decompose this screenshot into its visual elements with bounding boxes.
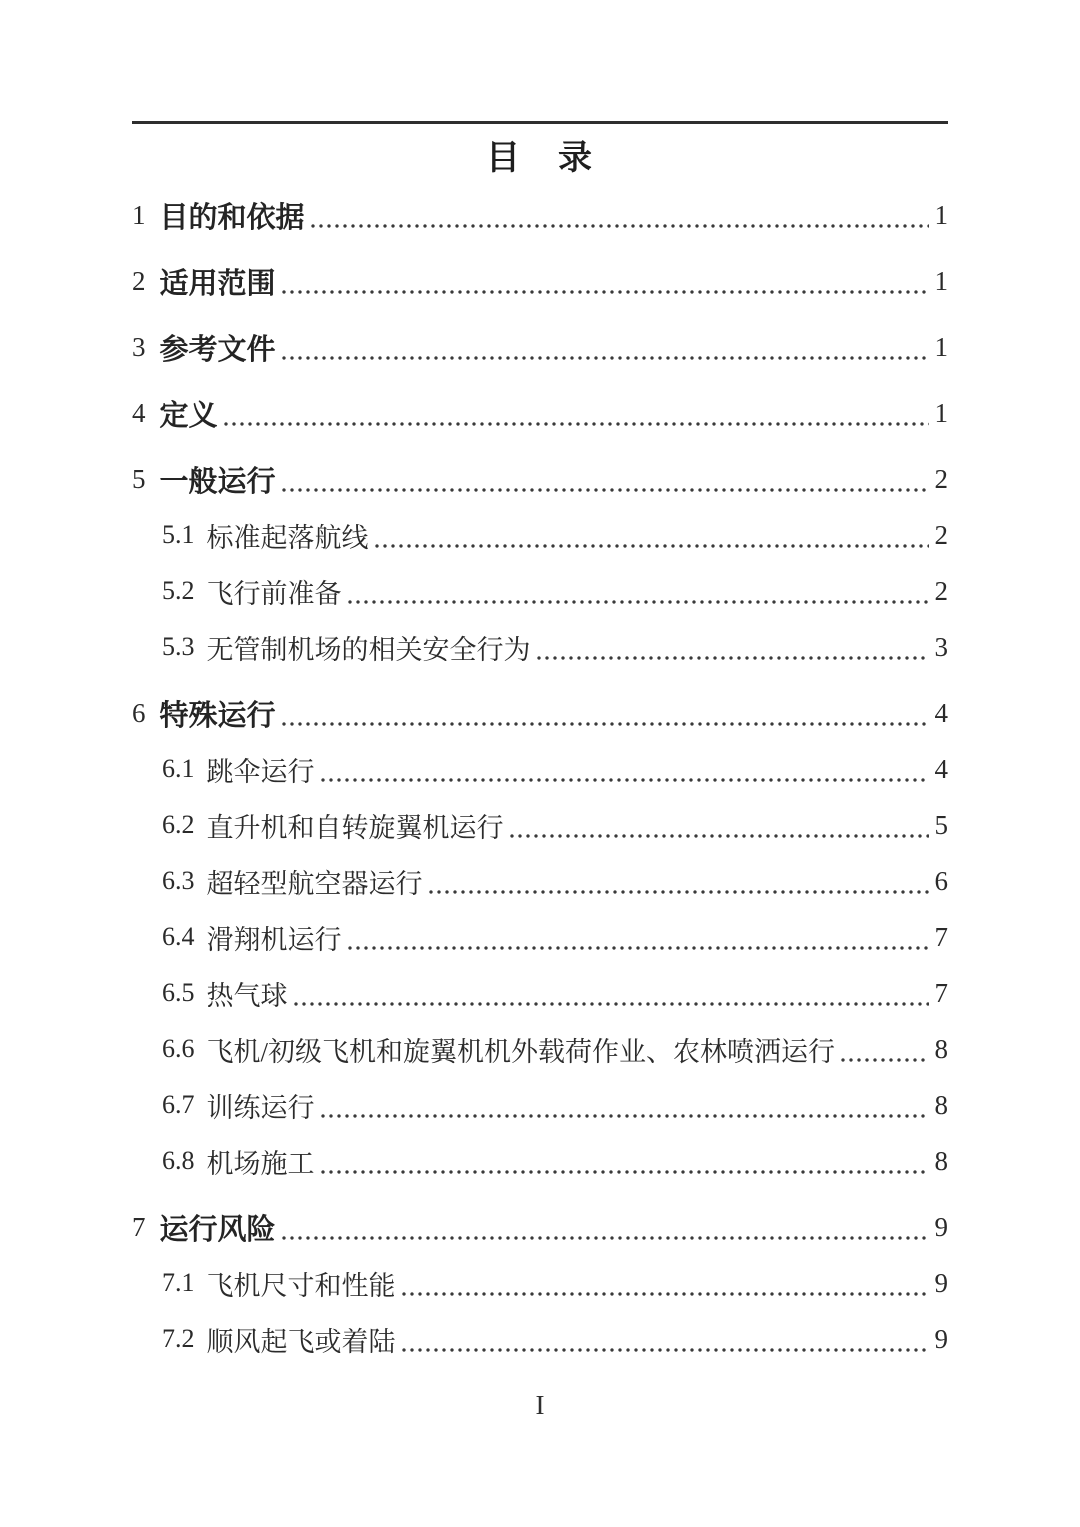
- toc-entry-label: 飞行前准备: [206, 578, 342, 609]
- toc-entry-page: 1: [934, 265, 948, 296]
- toc-content-area: [132, 121, 948, 1367]
- toc-entry-page: 2: [934, 519, 948, 550]
- toc-entry-number: 7: [132, 1211, 146, 1242]
- toc-entry-page: 2: [934, 575, 948, 606]
- toc-entry[interactable]: [132, 909, 948, 965]
- toc-entry-label: 飞机/初级飞机和旋翼机机外载荷作业、农林喷洒运行: [206, 1036, 836, 1067]
- toc-entry-number: 5.3: [162, 632, 195, 661]
- page-title: 目 录: [486, 139, 594, 177]
- toc-entry-number: 6.4: [162, 922, 195, 951]
- toc-entry-number: 6.1: [162, 754, 195, 783]
- toc-entry[interactable]: [132, 1255, 948, 1311]
- toc-entry-page: 8: [934, 1033, 948, 1064]
- toc-entry-page: 2: [934, 463, 948, 494]
- toc-entry-number: 6.8: [162, 1146, 195, 1175]
- toc-entry[interactable]: [132, 797, 948, 853]
- toc-entry-label: 训练运行: [206, 1092, 315, 1123]
- toc-entry-number: 7.1: [162, 1268, 195, 1297]
- toc-entry-label: 飞机尺寸和性能: [206, 1270, 396, 1301]
- toc-leader-dots: [321, 778, 929, 782]
- toc-entry-label: 直升机和自转旋翼机运行: [206, 812, 504, 843]
- toc-entry-page: 4: [934, 697, 948, 728]
- toc-entry-number: 1: [132, 199, 146, 230]
- toc-entry-label: 一般运行: [159, 465, 276, 498]
- toc-leader-dots: [311, 224, 929, 228]
- toc-entry[interactable]: [132, 1133, 948, 1189]
- toc-entry-page: 9: [934, 1323, 948, 1354]
- toc-entry[interactable]: [132, 319, 948, 375]
- toc-entry[interactable]: [132, 1021, 948, 1077]
- toc-leader-dots: [348, 600, 929, 604]
- toc-leader-dots: [224, 422, 929, 426]
- toc-entry-label: 顺风起飞或着陆: [206, 1326, 396, 1357]
- toc-entry[interactable]: [132, 619, 948, 675]
- toc-entry-number: 6.3: [162, 866, 195, 895]
- toc-entry[interactable]: [132, 853, 948, 909]
- toc-leader-dots: [282, 356, 929, 360]
- toc-entry-label: 目的和依据: [159, 201, 305, 234]
- toc-entry-page: 4: [934, 753, 948, 784]
- toc-entry[interactable]: [132, 451, 948, 507]
- toc-leader-dots: [294, 1002, 929, 1006]
- toc-entry[interactable]: [132, 1311, 948, 1367]
- toc-entry-number: 5.1: [162, 520, 195, 549]
- toc-entry-number: 2: [132, 265, 146, 296]
- toc-entry-number: 6.5: [162, 978, 195, 1007]
- toc-leader-dots: [510, 834, 929, 838]
- toc-entry-page: 7: [934, 977, 948, 1008]
- toc-entry-label: 热气球: [206, 980, 288, 1011]
- toc-leader-dots: [282, 488, 929, 492]
- toc-entry[interactable]: [132, 507, 948, 563]
- toc-entry-label: 定义: [159, 399, 218, 432]
- toc-entry-label: 标准起落航线: [206, 522, 369, 553]
- toc-entry-number: 6.7: [162, 1090, 195, 1119]
- toc-leader-dots: [429, 890, 929, 894]
- toc-list: [132, 187, 948, 1367]
- toc-leader-dots: [537, 656, 929, 660]
- footer-page-number: I: [535, 1390, 545, 1420]
- toc-leader-dots: [321, 1114, 929, 1118]
- toc-entry-number: 7.2: [162, 1324, 195, 1353]
- toc-entry[interactable]: [132, 741, 948, 797]
- toc-leader-dots: [321, 1170, 929, 1174]
- toc-entry-label: 运行风险: [159, 1213, 276, 1246]
- toc-entry-page: 7: [934, 921, 948, 952]
- header-rule: [132, 121, 948, 124]
- toc-entry[interactable]: [132, 253, 948, 309]
- toc-entry[interactable]: [132, 965, 948, 1021]
- toc-leader-dots: [282, 722, 929, 726]
- toc-entry[interactable]: [132, 1199, 948, 1255]
- toc-entry-page: 1: [934, 331, 948, 362]
- toc-entry-page: 1: [934, 397, 948, 428]
- toc-leader-dots: [402, 1292, 929, 1296]
- toc-leader-dots: [282, 1236, 929, 1240]
- toc-entry-label: 机场施工: [206, 1148, 315, 1179]
- toc-entry-label: 无管制机场的相关安全行为: [206, 634, 531, 665]
- toc-entry[interactable]: [132, 563, 948, 619]
- toc-entry-label: 超轻型航空器运行: [206, 868, 423, 899]
- toc-entry-page: 5: [934, 809, 948, 840]
- toc-entry[interactable]: [132, 685, 948, 741]
- toc-entry-number: 3: [132, 331, 146, 362]
- toc-entry-page: 1: [934, 199, 948, 230]
- toc-entry-number: 4: [132, 397, 146, 428]
- toc-entry-page: 9: [934, 1267, 948, 1298]
- toc-entry-page: 8: [934, 1089, 948, 1120]
- toc-entry-label: 参考文件: [159, 333, 276, 366]
- toc-entry[interactable]: [132, 187, 948, 243]
- toc-entry-number: 5.2: [162, 576, 195, 605]
- toc-entry-page: 6: [934, 865, 948, 896]
- toc-leader-dots: [348, 946, 929, 950]
- toc-entry-number: 6.2: [162, 810, 195, 839]
- toc-entry[interactable]: [132, 1077, 948, 1133]
- toc-entry-number: 6: [132, 697, 146, 728]
- toc-leader-dots: [282, 290, 929, 294]
- toc-entry-page: 9: [934, 1211, 948, 1242]
- toc-entry-number: 5: [132, 463, 146, 494]
- toc-entry-label: 特殊运行: [159, 699, 276, 732]
- toc-leader-dots: [375, 544, 929, 548]
- toc-entry[interactable]: [132, 385, 948, 441]
- toc-entry-page: 3: [934, 631, 948, 662]
- toc-entry-label: 跳伞运行: [206, 756, 315, 787]
- toc-entry-label: 适用范围: [159, 267, 276, 300]
- toc-leader-dots: [841, 1058, 928, 1062]
- toc-entry-label: 滑翔机运行: [206, 924, 342, 955]
- toc-leader-dots: [402, 1348, 929, 1352]
- toc-entry-page: 8: [934, 1145, 948, 1176]
- toc-entry-number: 6.6: [162, 1034, 195, 1063]
